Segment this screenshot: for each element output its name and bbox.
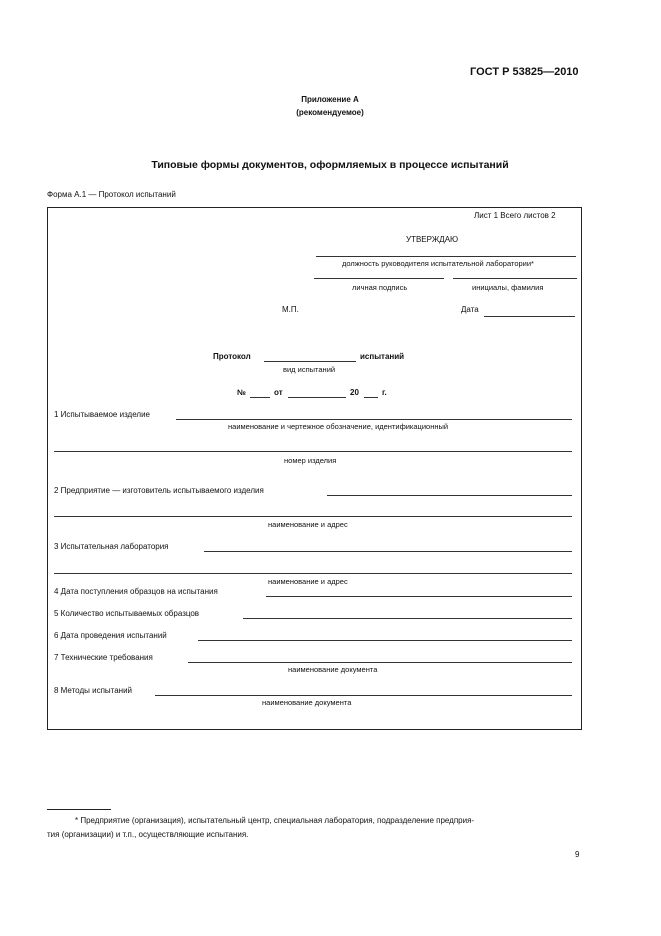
date-label: Дата xyxy=(461,305,479,314)
item-fill-line[interactable] xyxy=(54,451,572,452)
item-label: 5 Количество испытываемых образцов xyxy=(54,609,200,618)
item-fill-line[interactable] xyxy=(198,640,572,641)
sheet-info: Лист 1 Всего листов 2 xyxy=(474,211,556,220)
year-line[interactable] xyxy=(364,397,378,398)
number-label: № xyxy=(237,388,246,397)
page-number: 9 xyxy=(575,850,580,859)
standard-number: ГОСТ Р 53825—2010 xyxy=(470,66,579,78)
footnote-line-1: * Предприятие (организация), испытательный центр, специальная лаборатория, подразделение предприя- xyxy=(75,816,475,825)
item-fill-line[interactable] xyxy=(204,551,572,552)
section-title: Типовые формы документов, оформляемых в процессе испытаний xyxy=(151,159,509,171)
item-fill-line[interactable] xyxy=(54,516,572,517)
item-hint: номер изделия xyxy=(284,456,337,465)
signature-hint: личная подпись xyxy=(352,283,408,292)
footnote-line-2: тия (организации) и т.п., осуществляющие испытания. xyxy=(47,830,249,839)
item-fill-line[interactable] xyxy=(243,618,572,619)
item-label: 3 Испытательная лаборатория xyxy=(54,542,169,551)
item-label: 4 Дата поступления образцов на испытания xyxy=(54,587,218,596)
position-line[interactable] xyxy=(316,256,576,257)
item-hint: наименование и адрес xyxy=(268,520,348,529)
signature-line[interactable] xyxy=(314,278,444,279)
item-fill-line[interactable] xyxy=(266,596,572,597)
year-prefix: 20 xyxy=(350,388,359,397)
item-label: 2 Предприятие — изготовитель испытываемого изделия xyxy=(54,486,264,495)
footnote-divider xyxy=(47,809,111,810)
item-fill-line[interactable] xyxy=(188,662,572,663)
approve-label: УТВЕРЖДАЮ xyxy=(406,235,459,244)
number-line[interactable] xyxy=(250,397,270,398)
protocol-name-line[interactable] xyxy=(264,361,356,362)
item-hint: наименование документа xyxy=(288,665,378,674)
item-hint: наименование и чертежное обозначение, идентификационный xyxy=(228,422,449,431)
name-hint: инициалы, фамилия xyxy=(472,283,544,292)
name-line[interactable] xyxy=(453,278,577,279)
item-fill-line[interactable] xyxy=(54,573,572,574)
test-type-hint: вид испытаний xyxy=(283,365,336,374)
form-caption: Форма А.1 — Протокол испытаний xyxy=(47,190,176,199)
item-label: 8 Методы испытаний xyxy=(54,686,133,695)
protocol-suffix: испытаний xyxy=(360,352,405,361)
protocol-prefix: Протокол xyxy=(213,352,251,361)
item-fill-line[interactable] xyxy=(327,495,572,496)
seal-label: М.П. xyxy=(282,305,299,314)
appendix-title: Приложение А xyxy=(301,95,359,104)
item-label: 7 Технические требования xyxy=(54,653,153,662)
from-label: от xyxy=(274,388,283,397)
item-hint: наименование и адрес xyxy=(268,577,348,586)
item-label: 6 Дата проведения испытаний xyxy=(54,631,167,640)
item-fill-line[interactable] xyxy=(176,419,572,420)
year-suffix: г. xyxy=(382,388,387,397)
item-fill-line[interactable] xyxy=(155,695,572,696)
item-hint: наименование документа xyxy=(262,698,352,707)
from-date-line[interactable] xyxy=(288,397,346,398)
approval-date-line[interactable] xyxy=(484,316,575,317)
appendix-status: (рекомендуемое) xyxy=(296,108,364,117)
item-label: 1 Испытываемое изделие xyxy=(54,410,150,419)
position-hint: должность руководителя испытательной лаборатории* xyxy=(342,259,534,268)
